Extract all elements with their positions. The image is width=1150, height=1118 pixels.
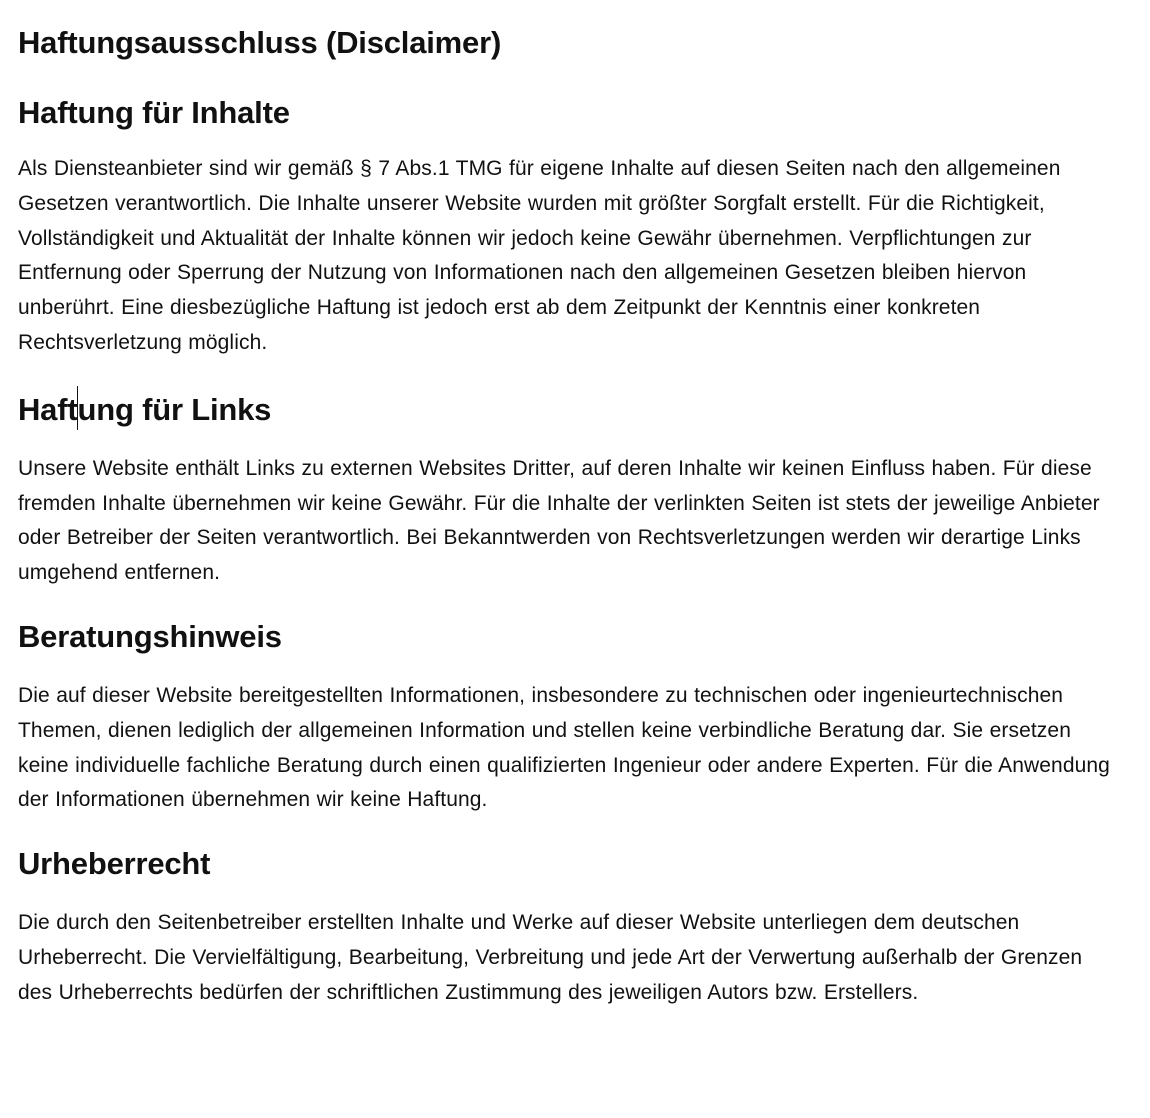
section-beratungshinweis — [18, 616, 1110, 818]
section-haftung-links — [18, 386, 1110, 591]
section-heading: Urheberrecht — [18, 846, 211, 882]
section-heading — [18, 386, 1110, 431]
heading-text-after-caret: ung für Links — [77, 391, 272, 427]
section-heading: Beratungshinweis — [18, 618, 282, 654]
section-urheberrecht — [18, 843, 1110, 1010]
section-heading: Haftung für Inhalte — [18, 95, 290, 130]
document-title: Haftungsausschluss (Disclaimer) — [18, 25, 502, 60]
section-paragraph: Die durch den Seitenbetreiber erstellten Inhalte und Werke auf dieser Website unterliegen dem deutschen Urheberrecht. Die Vervielfältigung, Bearbeitung, Verbreitung und jede Art der Verwertung außerhalb der Grenzen des Urheberrechts bedürfen der schriftlichen Zustimmung des jeweiligen Autors bzw. Erstellers. — [18, 911, 1083, 1004]
section-paragraph: Unsere Website enthält Links zu externen Websites Dritter, auf deren Inhalte wir keinen Einfluss haben. Für diese fremden Inhalte übernehmen wir keine Gewähr. Für die Inhalte der verlinkten Seiten ist stets der jeweilige Anbieter oder Betreiber der Seiten verantwortlich. Bei Bekanntwerden von Rechtsverletzungen werden wir derartige Links umgehend entfernen. — [18, 456, 1100, 585]
heading-text-before-caret: Haft — [18, 391, 78, 427]
section-haftung-inhalte — [18, 92, 1110, 361]
section-paragraph: Als Diensteanbieter sind wir gemäß § 7 Abs.1 TMG für eigene Inhalte auf diesen Seiten nach den allgemeinen Gesetzen verantwortlich. Die Inhalte unserer Website wurden mit größter Sorgfalt erstellt. Für die Richtigkeit, Vollständigkeit und Aktualität der Inhalte können wir jedoch keine Gewähr übernehmen. Verpflichtungen zur Entfernung oder Sperrung der Nutzung von Informationen nach den allgemeinen Gesetzen bleiben hiervon unberührt. Eine diesbezügliche Haftung ist jedoch erst ab dem Zeitpunkt der Kenntnis einer konkreten Rechtsverletzung möglich. — [18, 157, 1061, 354]
section-paragraph: Die auf dieser Website bereitgestellten Informationen, insbesondere zu technischen oder ingenieurtechnischen Themen, dienen lediglich der allgemeinen Information und stellen keine verbindliche Beratung dar. Sie ersetzen keine individuelle fachliche Beratung durch einen qualifizierten Ingenieur oder andere Experten. Für die Anwendung der Informationen übernehmen wir keine Haftung. — [18, 683, 1110, 812]
